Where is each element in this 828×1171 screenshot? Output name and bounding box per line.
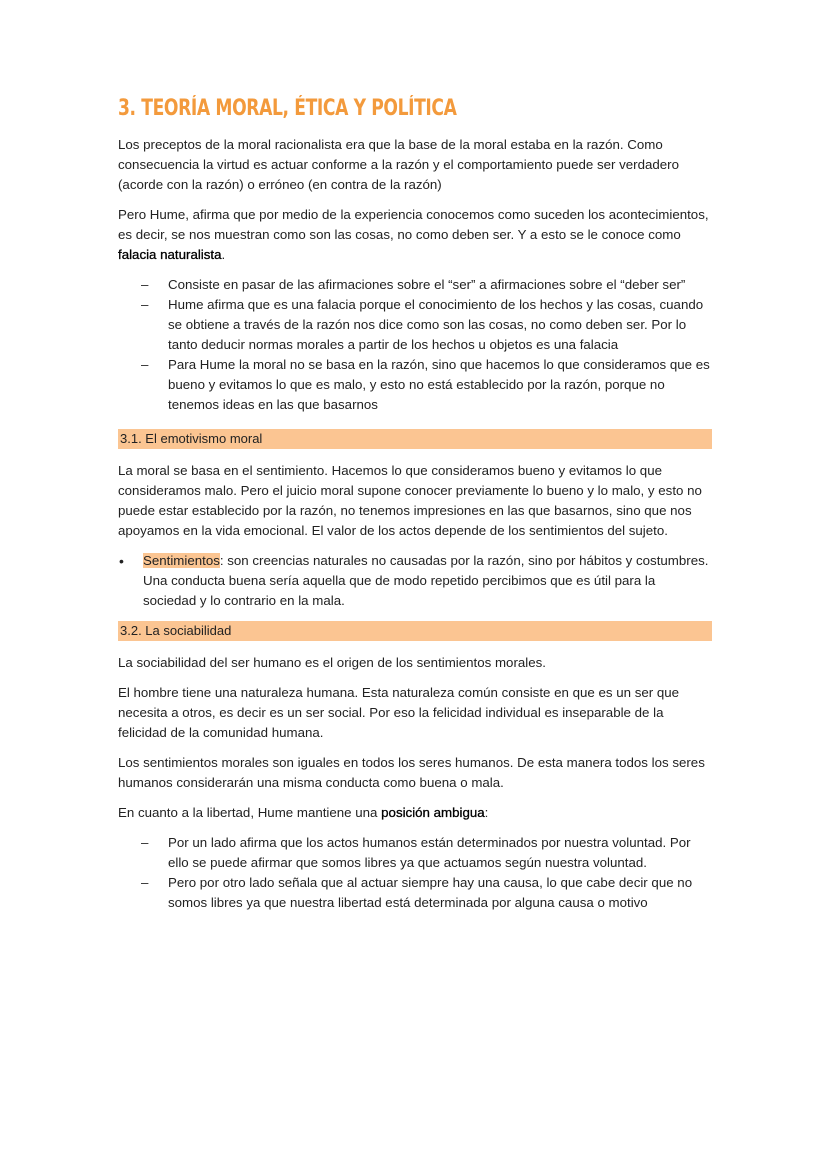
libertad-text: En cuanto a la libertad, Hume mantiene una <box>118 805 382 820</box>
intro-paragraph-2-end: . <box>221 247 226 262</box>
sentimientos-list <box>118 551 712 611</box>
list-item: – Consiste en pasar de las afirmaciones sobre el “ser” a afirmaciones sobre el “deber ser” <box>168 275 712 295</box>
falacia-naturalista-term: falacia naturalista <box>118 247 222 262</box>
emotivismo-paragraph: La moral se basa en el sentimiento. Hacemos lo que consideramos bueno y evitamos lo que consideramos malo. Pero el juicio moral supone conocer previamente lo bueno y lo malo, y esto no puede estar establecido por la razón, no tenemos impresiones en las que basarnos, sino que nos apoyamos en la vida emocional. El valor de los actos depende de los sentimientos del sujeto. <box>118 463 702 538</box>
sociabilidad-paragraph-3: Los sentimientos morales son iguales en todos los seres humanos. De esta manera todos los seres humanos considerarán una misma conducta como buena o mala. <box>118 755 705 790</box>
intro-paragraph-2-text: Pero Hume, afirma que por medio de la experiencia conocemos como suceden los acontecimientos, es decir, se nos muestran como son las cosas, no como deben ser. Y a esto se le conoce como <box>118 207 709 242</box>
list-item: – Por un lado afirma que los actos humanos están determinados por nuestra voluntad. Por ello se puede afirmar que somos libres ya que actuamos según nuestra voluntad. <box>168 833 712 873</box>
section-heading-sociabilidad: 3.2. La sociabilidad <box>118 621 712 641</box>
sociabilidad-paragraph-2: El hombre tiene una naturaleza humana. Esta naturaleza común consiste en que es un ser que necesita a otros, es decir es un ser social. Por eso la felicidad individual es inseparable de la felicidad de la comunidad humana. <box>118 685 680 740</box>
sentimientos-text: : son creencias naturales no causadas por la razón, sino por hábitos y costumbres. Una conducta buena sería aquella que de modo repetido percibimos que es útil para la sociedad y lo contrario en la mala. <box>143 553 709 608</box>
sociabilidad-paragraph-1: La sociabilidad del ser humano es el origen de los sentimientos morales. <box>118 655 546 670</box>
libertad-text-end: : <box>484 805 489 820</box>
list-item: – Hume afirma que es una falacia porque el conocimiento de los hechos y las cosas, cuando se obtiene a través de la razón nos dice como son las cosas, no como deben ser. Por lo tanto deducir normas morales a partir de los hechos u objetos es una falacia <box>168 295 712 355</box>
intro-paragraph-2 <box>118 205 712 265</box>
section-heading-emotivismo: 3.1. El emotivismo moral <box>118 429 712 449</box>
sentimientos-term: Sentimientos <box>143 553 220 568</box>
list-item <box>143 551 712 611</box>
libertad-list <box>118 833 712 913</box>
falacia-list <box>118 275 712 415</box>
document-page <box>118 96 712 927</box>
chapter-title: 3. TEORÍA MORAL, ÉTICA Y POLÍTICA <box>118 96 457 121</box>
list-item: – Para Hume la moral no se basa en la razón, sino que hacemos lo que consideramos que es bueno y evitamos lo que es malo, y esto no está establecido por la razón, porque no tenemos ideas en las que basarnos <box>168 355 712 415</box>
list-item: – Pero por otro lado señala que al actuar siempre hay una causa, lo que cabe decir que no somos libres ya que nuestra libertad está determinada por alguna causa o motivo <box>168 873 712 913</box>
intro-paragraph-1: Los preceptos de la moral racionalista era que la base de la moral estaba en la razón. Como consecuencia la virtud es actuar conforme a la razón y el comportamiento puede ser verdadero (acorde con la razón) o erróneo (en contra de la razón) <box>118 137 679 192</box>
posicion-ambigua-term: posición ambigua <box>381 805 485 820</box>
sociabilidad-paragraph-4 <box>118 803 712 823</box>
